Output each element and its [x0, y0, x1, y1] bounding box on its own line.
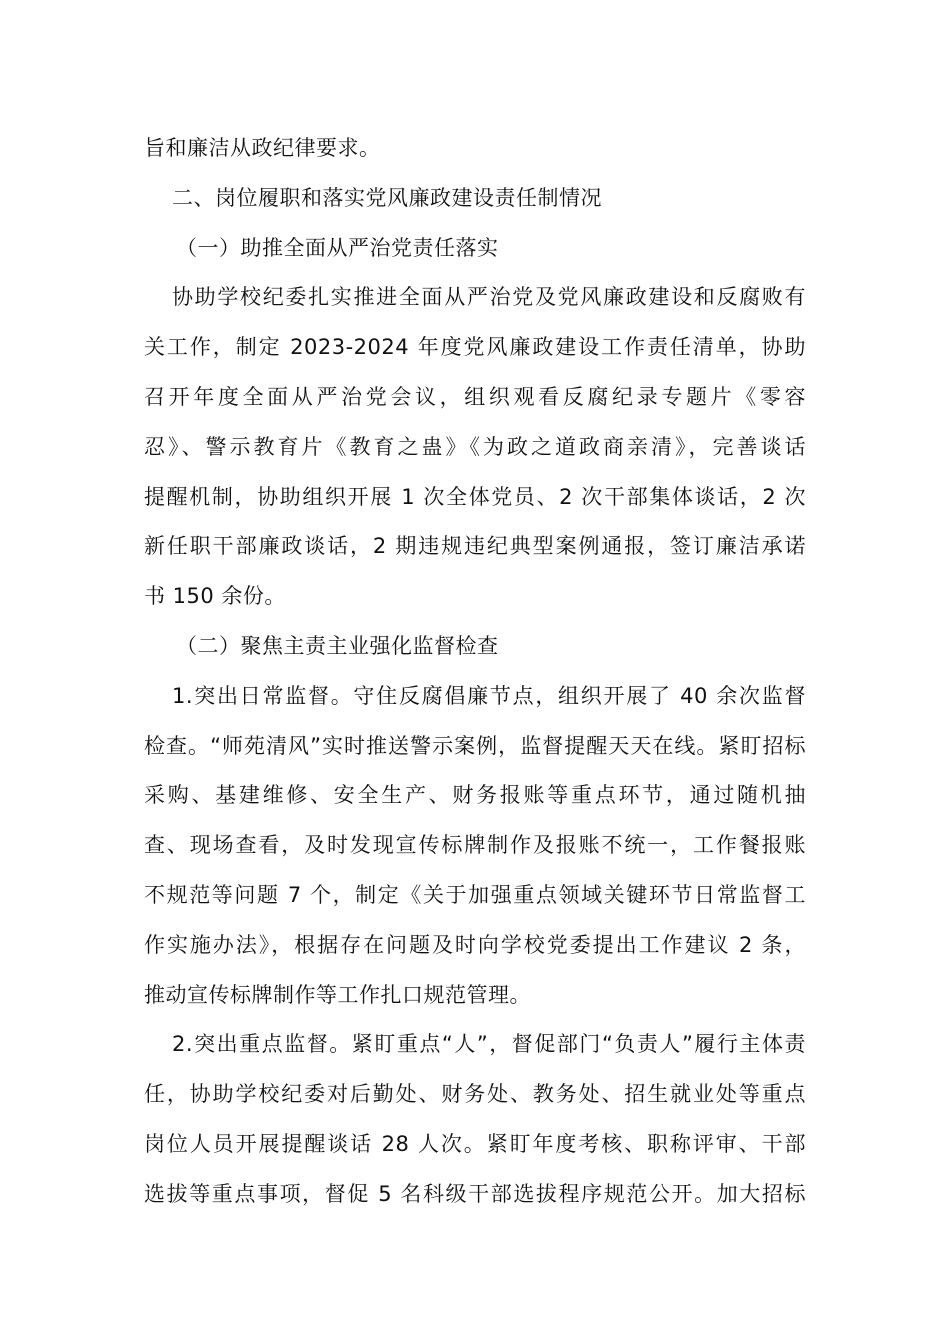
paragraph-line: 新任职干部廉政谈话，2 期违规违纪典型案例通报，签订廉洁承诺 [144, 534, 806, 559]
paragraph-line: 提醒机制，协助组织开展 1 次全体党员、2 次干部集体谈话，2 次 [144, 484, 806, 509]
subsection-heading: （一）助推全面从严治党责任落实 [176, 235, 499, 260]
paragraph-line: 任，协助学校纪委对后勤处、财务处、教务处、招生就业处等重点 [144, 1082, 806, 1107]
paragraph-line: 查、现场查看，及时发现宣传标牌制作及报账不统一，工作餐报账 [144, 833, 806, 858]
subsection-heading: （二）聚焦主责主业强化监督检查 [176, 633, 499, 658]
paragraph-line: 忍》、警示教育片《教育之蛊》《为政之道政商亲清》，完善谈话 [144, 434, 806, 459]
paragraph-line: 1.突出日常监督。守住反腐倡廉节点，组织开展了 40 余次监督 [172, 683, 806, 708]
paragraph-line: 旨和廉洁从政纪律要求。 [144, 136, 381, 160]
paragraph-line: 检查。“师苑清风”实时推送警示案例，监督提醒天天在线。紧盯招标 [144, 733, 806, 758]
section-heading: 二、岗位履职和落实党风廉政建设责任制情况 [172, 185, 602, 210]
paragraph-line: 不规范等问题 7 个，制定《关于加强重点领域关键环节日常监督工 [144, 882, 806, 907]
paragraph-line: 选拔等重点事项，督促 5 名科级干部选拔程序规范公开。加大招标 [144, 1181, 806, 1206]
paragraph-line: 书 150 余份。 [144, 584, 286, 609]
paragraph-line: 岗位人员开展提醒谈话 28 人次。紧盯年度考核、职称评审、干部 [144, 1131, 806, 1156]
paragraph-line: 作实施办法》，根据存在问题及时向学校党委提出工作建议 2 条， [144, 932, 806, 957]
document-body [144, 124, 806, 1220]
paragraph-line: 推动宣传标牌制作等工作扎口规范管理。 [144, 982, 531, 1007]
paragraph-line: 关工作，制定 2023-2024 年度党风廉政建设工作责任清单，协助 [144, 335, 806, 360]
paragraph-line: 协助学校纪委扎实推进全面从严治党及党风廉政建设和反腐败有 [172, 285, 806, 310]
paragraph-line: 2.突出重点监督。紧盯重点“人”，督促部门“负责人”履行主体责 [172, 1032, 806, 1057]
paragraph-line: 采购、基建维修、安全生产、财务报账等重点环节，通过随机抽 [144, 783, 806, 808]
paragraph-line: 召开年度全面从严治党会议，组织观看反腐纪录专题片《零容 [144, 384, 806, 409]
